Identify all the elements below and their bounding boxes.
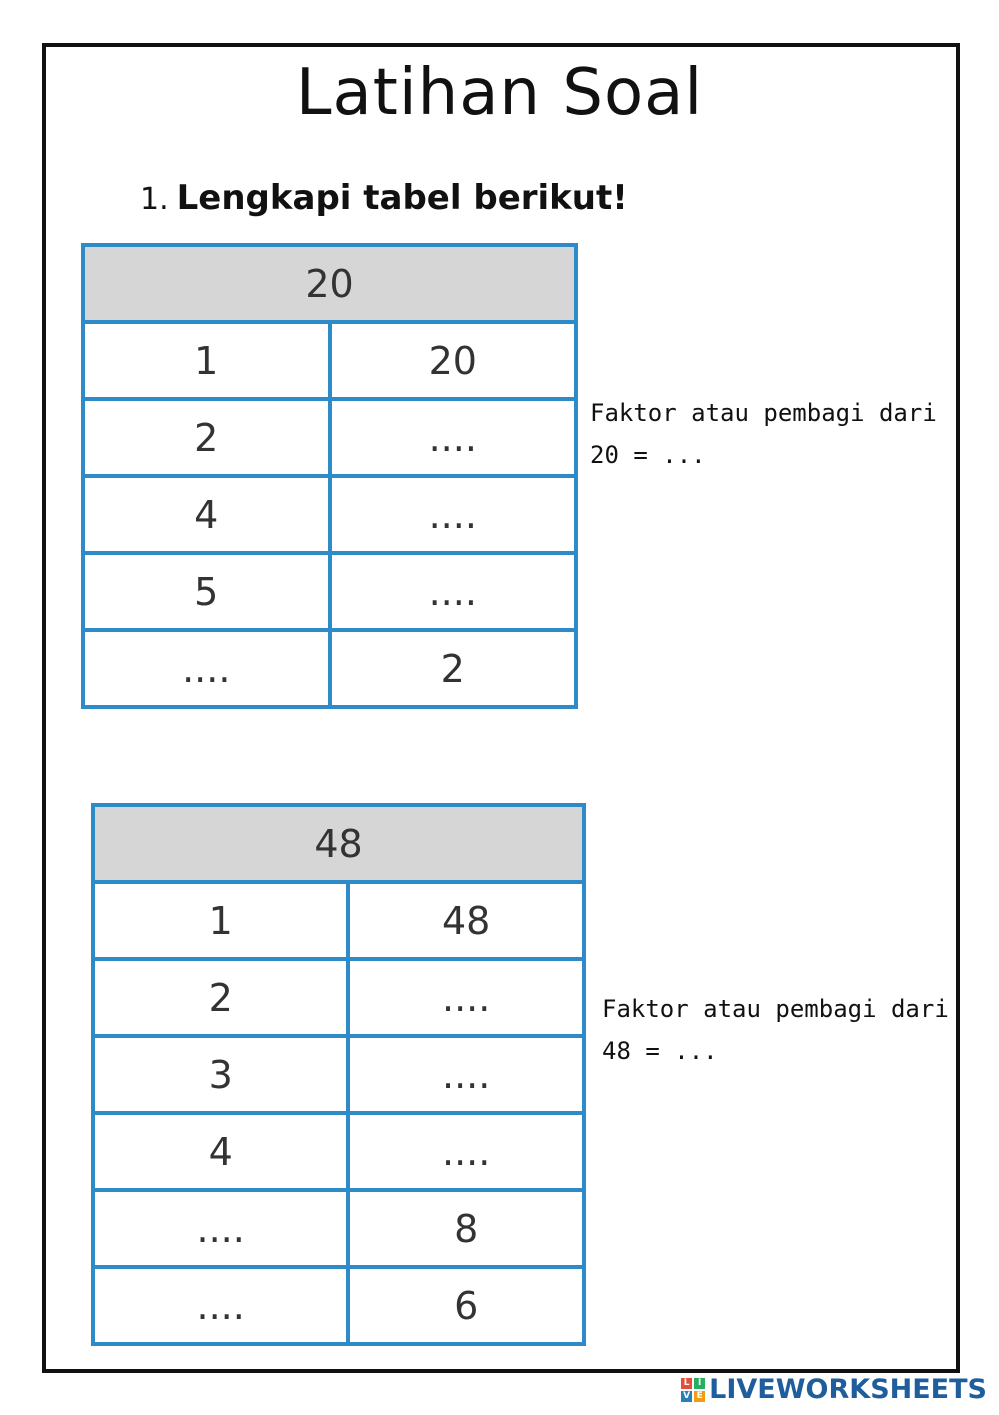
table-row: [93, 1190, 584, 1267]
table-row: [83, 476, 576, 553]
table-row: [93, 1036, 584, 1113]
pair-cell: 6: [348, 1267, 584, 1344]
factor-cell: 4: [93, 1113, 348, 1190]
factor-cell: 2: [93, 959, 348, 1036]
footer-brand: [681, 1374, 987, 1405]
table-header: 48: [93, 805, 584, 882]
factor-cell: 5: [83, 553, 330, 630]
logo-letter: L: [681, 1378, 692, 1389]
pair-cell-blank[interactable]: ....: [348, 1113, 584, 1190]
note-answer-line[interactable]: 20 = ...: [590, 441, 706, 469]
pair-cell: 48: [348, 882, 584, 959]
pair-cell-blank[interactable]: ....: [330, 476, 577, 553]
pair-cell-blank[interactable]: ....: [330, 553, 577, 630]
note-line: Faktor atau pembagi dari: [602, 995, 949, 1023]
pair-cell: 8: [348, 1190, 584, 1267]
factor-table-20: [81, 243, 578, 709]
liveworksheets-logo-icon: [681, 1378, 705, 1402]
factor-cell: 2: [83, 399, 330, 476]
pair-cell-blank[interactable]: ....: [348, 959, 584, 1036]
table-header: 20: [83, 245, 576, 322]
note-answer-line[interactable]: 48 = ...: [602, 1037, 718, 1065]
logo-letter: V: [681, 1391, 692, 1402]
factor-note-48: [602, 988, 949, 1072]
factor-note-20: [590, 392, 937, 476]
table-row: [93, 1267, 584, 1344]
pair-cell-blank[interactable]: ....: [330, 399, 577, 476]
table-row: [93, 1113, 584, 1190]
factor-cell: 1: [93, 882, 348, 959]
logo-letter: E: [694, 1391, 705, 1402]
table-row: [93, 959, 584, 1036]
table-row: [83, 553, 576, 630]
table-row: [93, 882, 584, 959]
table-row: [83, 630, 576, 707]
table-row: [83, 399, 576, 476]
question-text: Lengkapi tabel berikut!: [176, 178, 628, 218]
worksheet-title: Latihan Soal: [295, 56, 704, 130]
factor-cell: 1: [83, 322, 330, 399]
pair-cell-blank[interactable]: ....: [348, 1036, 584, 1113]
note-line: Faktor atau pembagi dari: [590, 399, 937, 427]
footer-brand-text: LIVEWORKSHEETS: [709, 1374, 987, 1405]
question-number: 1.: [140, 182, 169, 217]
factor-cell-blank[interactable]: ....: [93, 1267, 348, 1344]
question-instruction: [140, 178, 628, 218]
factor-cell: 3: [93, 1036, 348, 1113]
factor-cell-blank[interactable]: ....: [93, 1190, 348, 1267]
factor-cell: 4: [83, 476, 330, 553]
table-row: [83, 322, 576, 399]
logo-letter: I: [694, 1378, 705, 1389]
factor-cell-blank[interactable]: ....: [83, 630, 330, 707]
pair-cell: 2: [330, 630, 577, 707]
pair-cell: 20: [330, 322, 577, 399]
factor-table-48: [91, 803, 586, 1346]
